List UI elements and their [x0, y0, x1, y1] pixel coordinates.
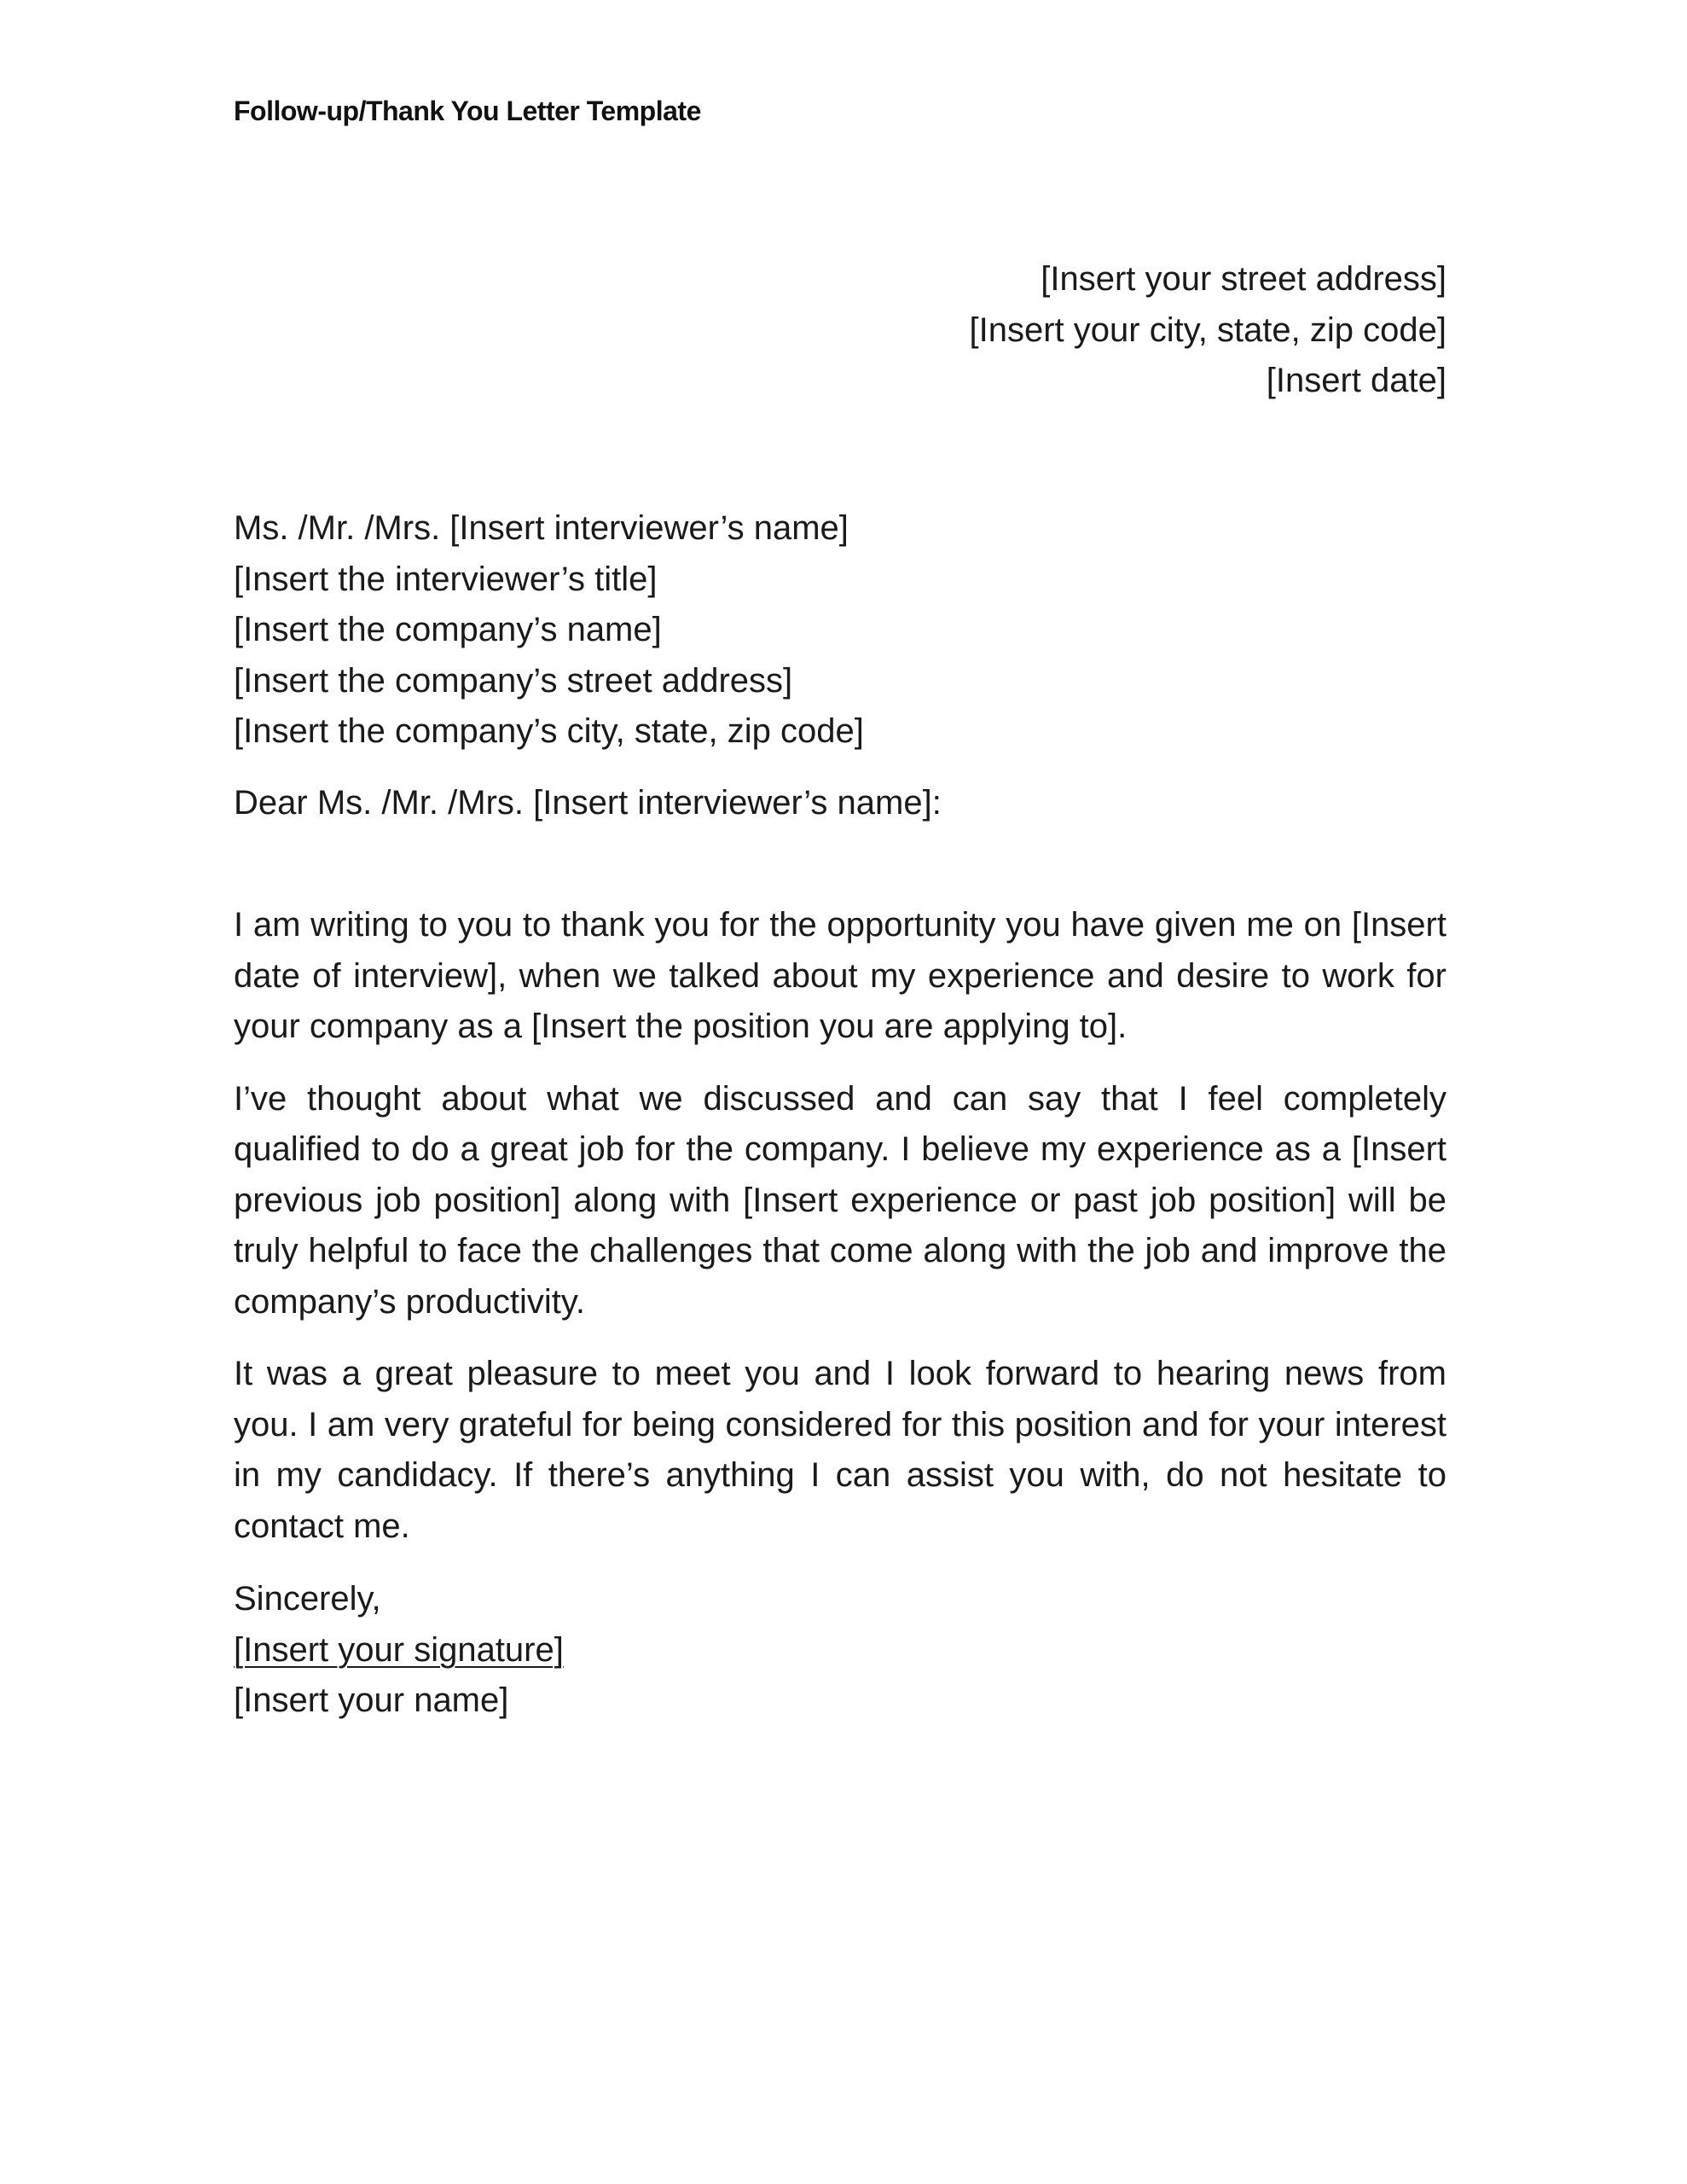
sender-name: [Insert your name] — [234, 1682, 509, 1719]
recipient-name: Ms. /Mr. /Mrs. [Insert interviewer’s name] — [234, 509, 849, 547]
closing-block — [234, 1574, 1446, 1727]
recipient-company: [Insert the company’s name] — [234, 611, 662, 648]
sender-address-block — [234, 254, 1446, 407]
recipient-city-state-zip: [Insert the company’s city, state, zip code] — [234, 712, 864, 750]
sender-street: [Insert your street address] — [1041, 260, 1446, 298]
sender-city-state-zip: [Insert your city, state, zip code] — [969, 311, 1446, 349]
body-paragraph: It was a great pleasure to meet you and I look forward to hearing news from you. I am very grateful for being considered for this position and for your interest in my candidacy. If there’s anything I can assist you with, do not hesitate to contact me. — [234, 1355, 1446, 1545]
document-header: Follow-up/Thank You Letter Template — [234, 96, 701, 126]
body-paragraph: I am writing to you to thank you for the opportunity you have given me on [Insert date of interview], when we talked about my experience and desire to work for your company as a [Insert the position you are applying to]. — [234, 906, 1446, 1045]
recipient-street: [Insert the company’s street address] — [234, 661, 793, 700]
signature-placeholder: [Insert your signature] — [234, 1630, 564, 1669]
valediction: Sincerely, — [234, 1580, 381, 1618]
salutation: Dear Ms. /Mr. /Mrs. [Insert interviewer’s name]: — [234, 784, 942, 822]
recipient-address-block — [234, 503, 1446, 758]
body-paragraph: I’ve thought about what we discussed and can say that I feel completely qualified to do a great job for the company. I believe my experience as a [Insert previous job position] along with [Insert experience or past job position] will be truly helpful to face the challenges that come along with the job and improve the company’s productivity. — [234, 1079, 1446, 1321]
letter-body — [234, 900, 1446, 1573]
recipient-title: [Insert the interviewer’s title] — [234, 560, 658, 598]
letter-date: [Insert date] — [1266, 362, 1446, 399]
